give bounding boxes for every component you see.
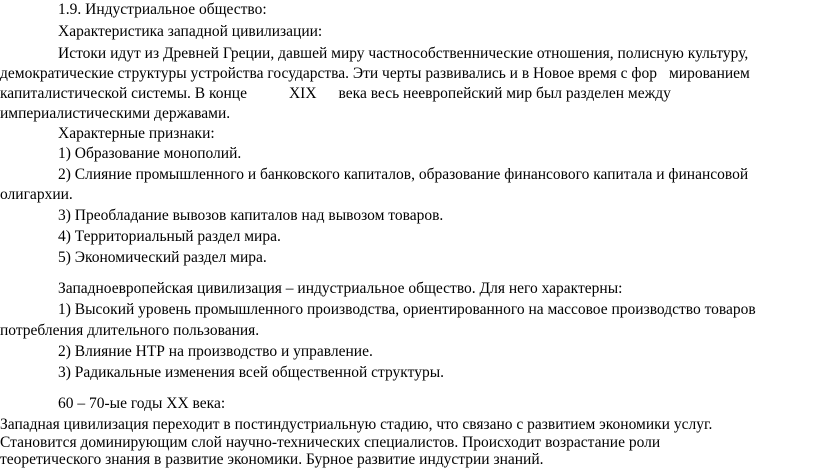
postindustrial-line-2: Становится доминирующим слой научно-технических специалистов. Происходит возрастание роли <box>0 434 661 451</box>
trait-item-2-continued: олигархии. <box>0 186 73 203</box>
industrial-trait-1-continued: потребления длительного пользования. <box>0 322 260 339</box>
western-civilization-heading: Характеристика западной цивилизации: <box>58 23 323 40</box>
postindustrial-line-3: теоретического знания в развитие экономики. Бурное развитие индустрии знаний. <box>0 451 544 468</box>
industrial-trait-2: 2) Влияние НТР на производство и управление. <box>58 343 373 360</box>
industrial-trait-3: 3) Радикальные изменения всей общественной структуры. <box>58 364 444 381</box>
trait-item-2: 2) Слияние промышленного и банковского капиталов, образование финансового капитала и финансовой <box>58 166 749 183</box>
trait-item-3: 3) Преобладание вывозов капиталов над вывозом товаров. <box>58 207 444 224</box>
trait-item-1: 1) Образование монополий. <box>58 145 242 162</box>
trait-item-4: 4) Территориальный раздел мира. <box>58 228 281 245</box>
origins-line-1: Истоки идут из Древней Греции, давшей миру частнособственнические отношения, полисную культуру, <box>58 45 749 62</box>
postindustrial-heading: 60 – 70-ые годы XX века: <box>58 395 226 412</box>
century-numeral: XIX <box>288 85 317 102</box>
traits-heading: Характерные признаки: <box>58 125 215 142</box>
trait-item-5: 5) Экономический раздел мира. <box>58 249 267 266</box>
origins-line-3-text: капиталистической системы. В конце <box>0 85 247 102</box>
section-heading: 1.9. Индустриальное общество: <box>58 1 267 18</box>
industrial-society-heading: Западноевропейская цивилизация – индустриальное общество. Для него характерны: <box>58 280 623 297</box>
industrial-trait-1: 1) Высокий уровень промышленного производства, ориентированного на массовое производство товаров <box>58 301 756 318</box>
origins-line-2-text: демократические структуры устройства государства. Эти черты развивались и в Новое время с фор <box>0 65 657 82</box>
origins-line-2-tail: мированием <box>668 65 750 82</box>
origins-line-2 <box>0 64 750 84</box>
postindustrial-line-1: Западная цивилизация переходит в постиндустриальную стадию, что связано с развитием экономики услуг. <box>0 416 713 433</box>
origins-line-3 <box>0 84 671 104</box>
origins-line-3-tail: века весь неевропейский мир был разделен между <box>338 85 671 102</box>
origins-line-4: империалистическими державами. <box>0 105 231 122</box>
